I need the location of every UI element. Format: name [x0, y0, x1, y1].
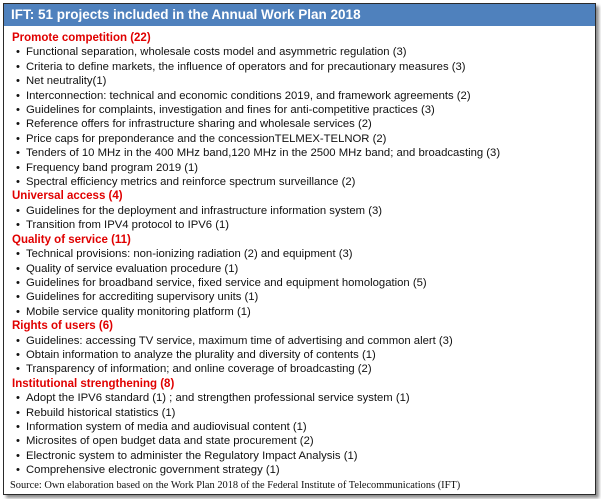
list-item	[12, 175, 595, 189]
list-item	[12, 406, 595, 420]
list-item	[12, 449, 595, 463]
section-title: Institutional strengthening (8)	[12, 377, 175, 390]
list-item	[12, 362, 595, 376]
box-title: IFT: 51 projects included in the Annual Work Plan 2018	[11, 7, 361, 22]
list-item	[12, 89, 595, 103]
list-item	[12, 218, 595, 232]
list-item	[12, 74, 595, 88]
list-item	[12, 348, 595, 362]
list-item	[12, 60, 595, 74]
list-item	[12, 262, 595, 276]
list-item-text: Guidelines: accessing TV service, maximum time of advertising and common alert (3)	[26, 334, 453, 347]
project-list	[4, 26, 595, 478]
list-item-text: Information system of media and audiovisual content (1)	[26, 420, 307, 433]
section	[12, 189, 595, 232]
section-title: Rights of users (6)	[12, 320, 113, 333]
list-item	[12, 276, 595, 290]
list-item-text: Guidelines for complaints, investigation and fines for anti-competitive practices (3)	[26, 104, 435, 117]
bullet-icon: •	[16, 449, 20, 462]
section	[12, 31, 595, 189]
bullet-icon: •	[16, 60, 20, 73]
bullet-icon: •	[16, 204, 20, 217]
list-item	[12, 161, 595, 175]
list-item-text: Interconnection: technical and economic conditions 2019, and framework agreements (2)	[26, 89, 471, 102]
list-item	[12, 204, 595, 218]
list-item-text: Guidelines for accrediting supervisory units (1)	[26, 291, 259, 304]
bullet-icon: •	[16, 392, 20, 405]
bullet-icon: •	[16, 435, 20, 448]
bullet-icon: •	[16, 348, 20, 361]
bullet-icon: •	[16, 176, 20, 189]
section	[12, 319, 595, 377]
list-item-text: Microsites of open budget data and state procurement (2)	[26, 435, 314, 448]
bullet-icon: •	[16, 248, 20, 261]
list-item-text: Electronic system to administer the Regulatory Impact Analysis (1)	[26, 449, 358, 462]
list-item-text: Quality of service evaluation procedure (1)	[26, 262, 239, 275]
list-item	[12, 391, 595, 405]
bullet-icon: •	[16, 161, 20, 174]
bullet-icon: •	[16, 262, 20, 275]
bullet-icon: •	[16, 132, 20, 145]
list-item-text: Transparency of information; and online coverage of broadcasting (2)	[26, 363, 372, 376]
bullet-icon: •	[16, 305, 20, 318]
bullet-icon: •	[16, 363, 20, 376]
section-title: Promote competition (22)	[12, 32, 151, 44]
bullet-icon: •	[16, 334, 20, 347]
list-item	[12, 434, 595, 448]
bullet-icon: •	[16, 276, 20, 289]
bullet-icon: •	[16, 75, 20, 88]
list-item	[12, 463, 595, 477]
list-item-text: Comprehensive electronic government strategy (1)	[26, 464, 280, 477]
list-item-text: Obtain information to analyze the plurality and diversity of contents (1)	[26, 348, 376, 361]
source-note: Source: Own elaboration based on the Work Plan 2018 of the Federal Institute of Telecommunications (IFT)	[10, 479, 461, 491]
list-item	[12, 45, 595, 59]
bullet-icon: •	[16, 219, 20, 232]
bullet-icon: •	[16, 104, 20, 117]
list-item-text: Technical provisions: non-ionizing radiation (2) and equipment (3)	[26, 248, 353, 261]
list-item-text: Criteria to define markets, the influence of operators and for precautionary measures (3)	[26, 60, 466, 73]
list-item-text: Mobile service quality monitoring platform (1)	[26, 305, 251, 318]
bullet-icon: •	[16, 118, 20, 131]
list-item-text: Functional separation, wholesale costs model and asymmetric regulation (3)	[26, 46, 407, 59]
list-item-text: Tenders of 10 MHz in the 400 MHz band,120 MHz in the 2500 MHz band; and broadcasting (3)	[26, 147, 501, 160]
section-title: Universal access (4)	[12, 190, 123, 203]
list-item	[12, 103, 595, 117]
list-item	[12, 334, 595, 348]
bullet-icon: •	[16, 406, 20, 419]
list-item-text: Rebuild historical statistics (1)	[26, 406, 176, 419]
bullet-icon: •	[16, 46, 20, 59]
list-item	[12, 117, 595, 131]
bullet-icon: •	[16, 464, 20, 477]
info-box	[3, 3, 596, 495]
bullet-icon: •	[16, 147, 20, 160]
list-item-text: Adopt the IPV6 standard (1) ; and strengthen professional service system (1)	[26, 392, 410, 405]
box-header	[4, 4, 595, 26]
section	[12, 377, 595, 478]
list-item	[12, 132, 595, 146]
section	[12, 233, 595, 319]
list-item-text: Reference offers for infrastructure sharing and wholesale services (2)	[26, 118, 372, 131]
list-item	[12, 420, 595, 434]
list-item-text: Net neutrality(1)	[26, 75, 107, 88]
bullet-icon: •	[16, 420, 20, 433]
section-title: Quality of service (11)	[12, 233, 131, 246]
bullet-icon: •	[16, 291, 20, 304]
list-item-text: Transition from IPV4 protocol to IPV6 (1)	[26, 219, 230, 232]
list-item	[12, 146, 595, 160]
list-item	[12, 247, 595, 261]
list-item-text: Guidelines for broadband service, fixed service and equipment homologation (5)	[26, 276, 427, 289]
list-item-text: Price caps for preponderance and the concessionTELMEX-TELNOR (2)	[26, 132, 387, 145]
list-item	[12, 305, 595, 319]
list-item	[12, 290, 595, 304]
bullet-icon: •	[16, 89, 20, 102]
list-item-text: Guidelines for the deployment and infrastructure information system (3)	[26, 204, 383, 217]
list-item-text: Frequency band program 2019 (1)	[26, 161, 199, 174]
list-item-text: Spectral efficiency metrics and reinforce spectrum surveillance (2)	[26, 176, 356, 189]
